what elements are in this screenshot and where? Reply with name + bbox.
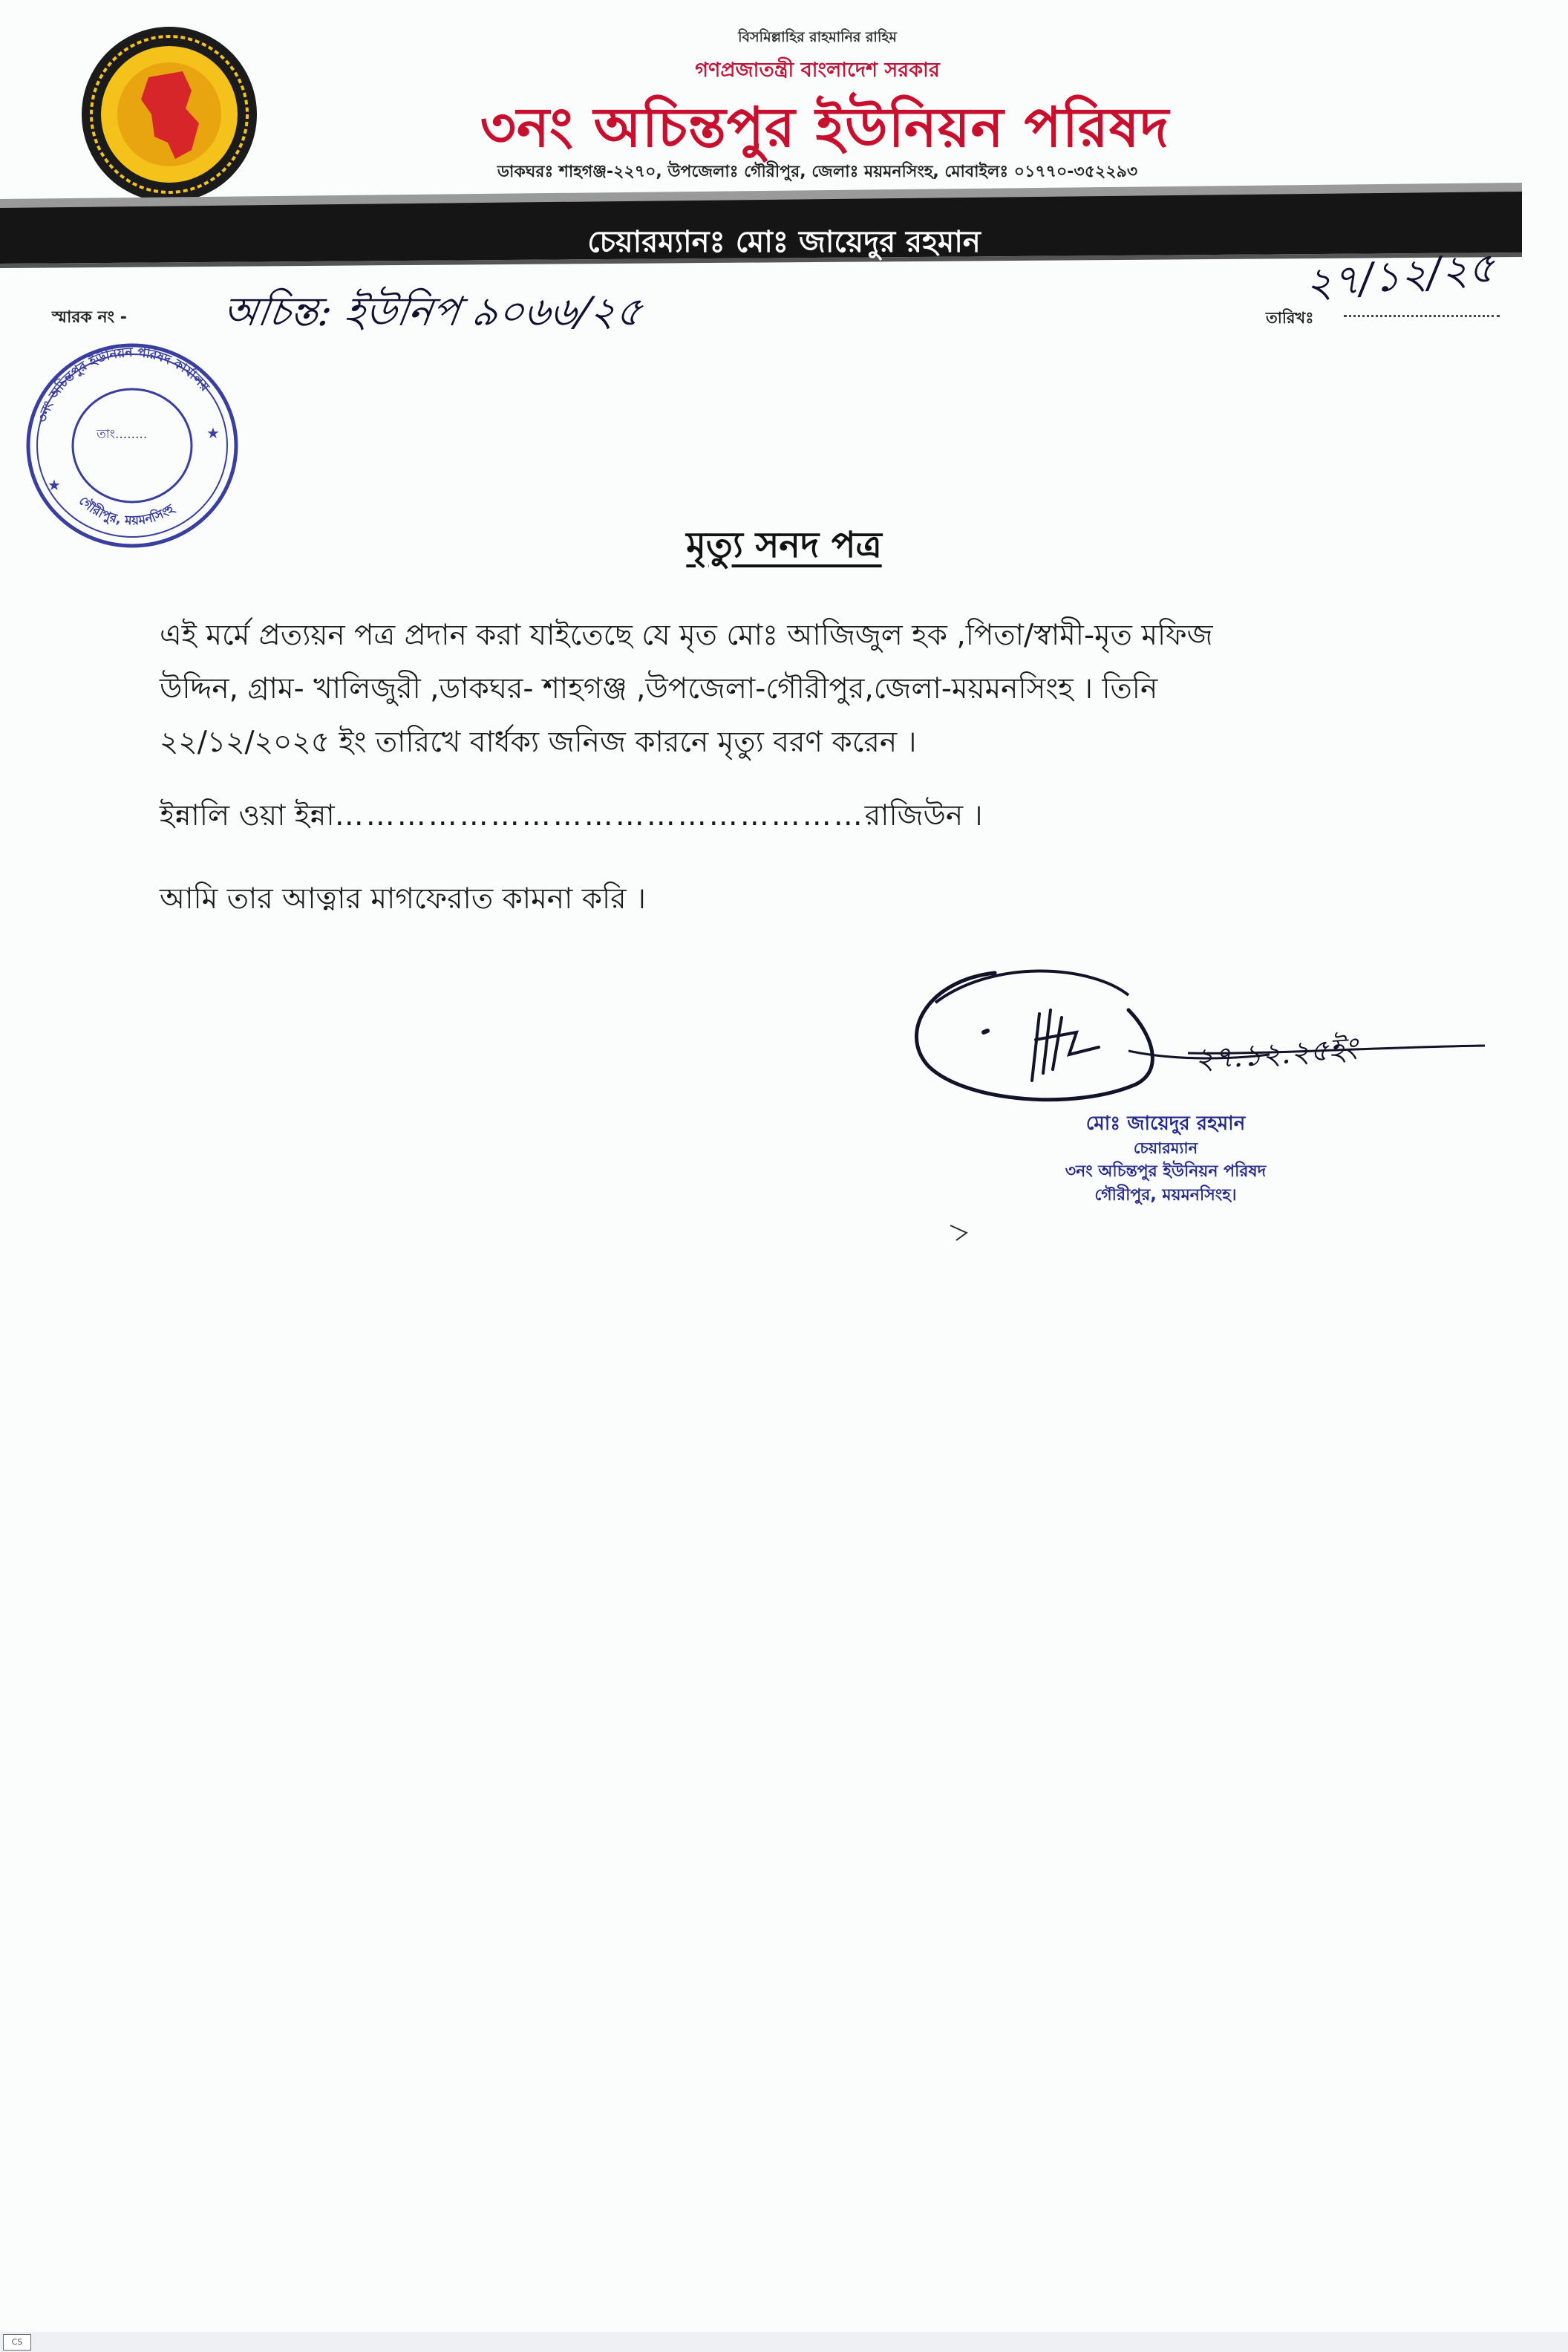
paragraph-line: উদ্দিন, গ্রাম- খালিজুরী ,ডাকঘর- শাহগঞ্জ ,উপজেলা-গৌরীপুর,জেলা-ময়মনসিংহ । তিনি xyxy=(160,672,1158,706)
date-dotted-line xyxy=(1344,315,1500,317)
chairman-line: চেয়ারম্যানঃ মোঃ জায়েদুর রহমান xyxy=(587,225,981,259)
date-label: তারিখঃ xyxy=(1266,309,1314,327)
seal-top-text: ৩নং অচিন্তপুর ইউনিয়ন পরিষদ কার্যালয় xyxy=(35,345,212,425)
certificate-paragraph xyxy=(160,609,1362,769)
signature-date: ২৭.১২.২৫ইং xyxy=(1193,1031,1359,1077)
inna-lillah-line xyxy=(160,793,983,841)
seal-center-text: তাং........ xyxy=(97,427,148,442)
signatory-place: গৌরীপুর, ময়মনসিংহ। xyxy=(1094,1186,1237,1205)
government-line: গণপ্রজাতন্ত্রী বাংলাদেশ সরকার xyxy=(695,59,940,82)
inna-end: রাজিউন । xyxy=(864,799,983,833)
document-title: মৃত্যু সনদ পত্র xyxy=(686,524,882,566)
signatory-role: চেয়ারম্যান xyxy=(1133,1139,1198,1157)
paragraph-line: এই মর্মে প্রত্যয়ন পত্র প্রদান করা যাইতেছে যে মৃত মোঃ আজিজুল হক ,পিতা/স্বামী-মৃত মফিজ xyxy=(160,619,1213,652)
prayer-line: আমি তার আত্নার মাগফেরাত কামনা করি । xyxy=(160,882,646,916)
council-address: ডাকঘরঃ শাহগঞ্জ-২২৭০, উপজেলাঃ গৌরীপুর, জেলাঃ ময়মনসিংহ, মোবাইলঃ ০১৭৭০-৩৫২২৯৩ xyxy=(497,163,1138,181)
council-name: ৩নং অচিন্তপুর ইউনিয়ন পরিষদ xyxy=(480,96,1170,160)
memo-number-label: স্মারক নং - xyxy=(52,308,127,327)
memo-number-handwritten: অচিন্ত: ইউনিপ ৯০৬৬/২৫ xyxy=(220,288,646,335)
inna-dots: …………………………………………… xyxy=(334,799,865,833)
signatory-organization: ৩নং অচিন্তপুর ইউনিয়ন পরিষদ xyxy=(1065,1162,1267,1181)
inna-start: ইন্নালি ওয়া ইন্না xyxy=(160,799,335,833)
date-handwritten: ২৭/১২/২৫ xyxy=(1303,243,1497,309)
seal-star-icon: ★ xyxy=(206,424,220,442)
seal-bottom-text: গৌরীপুর, ময়মনসিংহ xyxy=(76,493,177,529)
paragraph-line: ২২/১২/২০২৫ ইং তারিখে বার্ধক্য জনিজ কারনে মৃত্যু বরণ করেন । xyxy=(160,726,917,759)
bismillah-line: বিসমিল্লাহির রাহমানির রাহিম xyxy=(738,29,897,45)
signatory-name: মোঃ জায়েদুর রহমান xyxy=(1085,1113,1246,1135)
scanner-logo-icon: CS xyxy=(3,2334,31,2351)
seal-star-icon: ★ xyxy=(48,476,61,494)
